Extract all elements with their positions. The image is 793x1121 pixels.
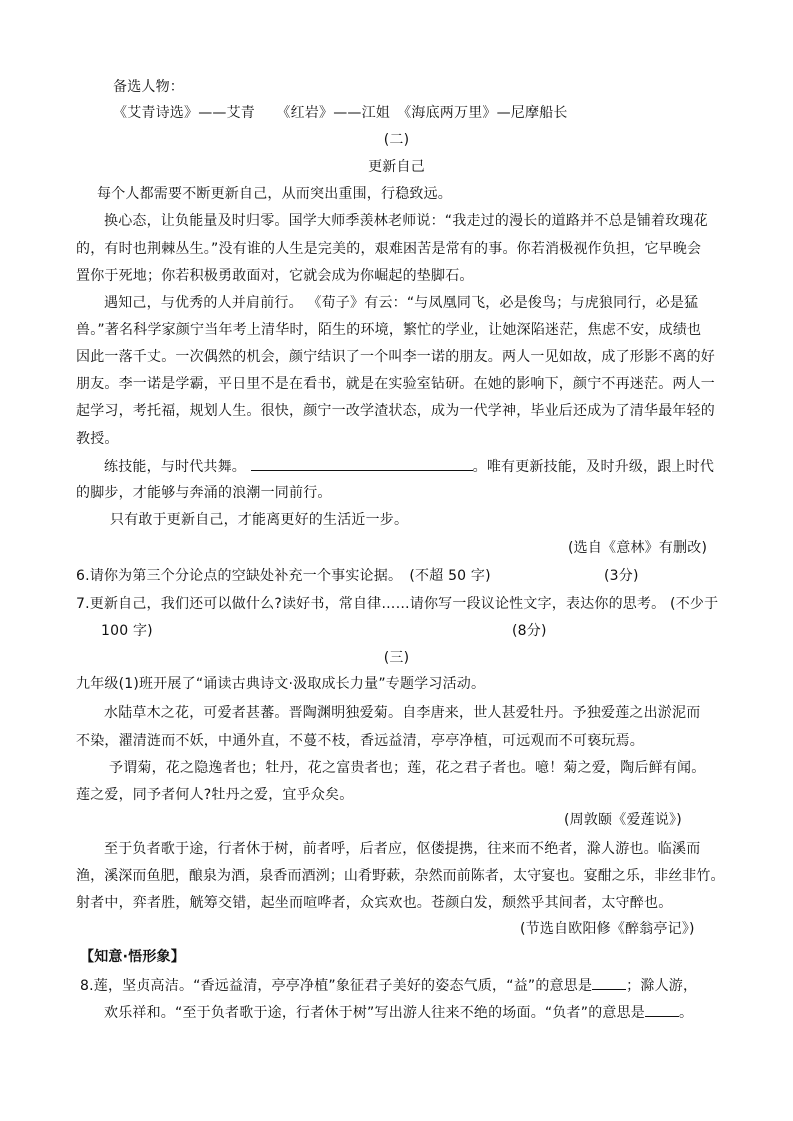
classical-text-line: 至于负者歌于途，行者休于树，前者呼，后者应，伛偻提携，往来而不绝者，滁人游也。临溪而 bbox=[104, 841, 701, 857]
question-7-cont: 100 字) bbox=[101, 623, 153, 639]
section-number-2: (二) bbox=[383, 132, 410, 148]
paragraph-line: 置你于死地；你若积极勇敢面对，它就会成为你崛起的垫脚石。 bbox=[76, 268, 474, 284]
question-8-line bbox=[104, 1002, 693, 1023]
section-heading: 【知意·悟形象】 bbox=[80, 949, 185, 965]
section-number-3: (三) bbox=[383, 650, 410, 666]
paragraph-line: 朋友。李一诺是学霸，平日里不是在看书，就是在实验室钻研。在她的影响下，颜宁不再迷茫。两人一 bbox=[76, 376, 715, 392]
question-8-line bbox=[80, 975, 697, 996]
article-source: (选自《意林》有删改) bbox=[568, 540, 708, 556]
classical-source: (周敦颐《爱莲说》) bbox=[564, 812, 682, 828]
answer-blank[interactable] bbox=[645, 1002, 679, 1017]
classical-text-line: 渔，溪深而鱼肥，酿泉为酒，泉香而酒洌；山肴野蔌，杂然而前陈者，太守宴也。宴酣之乐，非丝非竹。 bbox=[76, 868, 725, 884]
classical-text-line: 射者中，弈者胜，觥筹交错，起坐而喧哗者，众宾欢也。苍颜白发，颓然乎其间者，太守醉也。 bbox=[76, 895, 673, 911]
question-7: 7.更新自己，我们还可以做什么?读好书，常自律……请你写一段议论性文字，表达你的思考。 (不少于 bbox=[76, 596, 719, 612]
classical-text-line: 不染，濯清涟而不妖，中通外直，不蔓不枝，香远益清，亭亭净植，可远观而不可亵玩焉。 bbox=[76, 733, 644, 749]
paragraph-line: 起学习，考托福，规划人生。很快，颜宁一改学渣状态，成为一代学神，毕业后还成为了清华最年轻的 bbox=[76, 403, 715, 419]
question-8-text: 。 bbox=[679, 1005, 694, 1021]
answer-blank[interactable] bbox=[251, 456, 473, 471]
paragraph-text: 。唯有更新技能，及时升级，跟上时代 bbox=[472, 459, 715, 475]
classical-source: (节选自欧阳修《醉翁亭记》) bbox=[520, 921, 695, 937]
paragraph-line: 的脚步，才能够与奔涌的浪潮一同前行。 bbox=[76, 485, 332, 501]
classical-text-line: 莲之爱，同予者何人?牡丹之爱，宜乎众矣。 bbox=[76, 787, 354, 803]
question-8-text: 8.莲，坚贞高洁。“香远益清，亭亭净植”象征君子美好的姿态气质，“益”的意思是 bbox=[80, 978, 593, 994]
activity-intro: 九年级(1)班开展了“诵读古典诗文·汲取成长力量”专题学习活动。 bbox=[76, 676, 486, 692]
paragraph-line: 换心态，让负能量及时归零。国学大师季羡林老师说：“我走过的漫长的道路并不总是铺着玫瑰花 bbox=[104, 213, 708, 229]
paragraph-line bbox=[104, 456, 714, 477]
paragraph-line: 遇知己，与优秀的人并肩前行。 《荀子》有云：“与凤凰同飞，必是俊鸟；与虎狼同行，必是猛 bbox=[104, 295, 699, 311]
question-7-score: (8分) bbox=[512, 623, 547, 639]
paragraph-text: 练技能，与时代共舞。 bbox=[104, 459, 246, 475]
question-8-text: 欢乐祥和。“至于负者歌于途，行者休于树”写出游人往来不绝的场面。“负者”的意思是 bbox=[104, 1005, 646, 1021]
question-8-text: ；滁人游， bbox=[626, 978, 698, 994]
article-title: 更新自己 bbox=[368, 159, 425, 175]
paragraph-line: 因此一落千丈。一次偶然的机会，颜宁结识了一个叫李一诺的朋友。两人一见如故，成了形影不离的好 bbox=[76, 349, 715, 365]
article-conclusion: 只有敢于更新自己，才能离更好的生活近一步。 bbox=[110, 512, 409, 528]
candidates-list: 《艾青诗选》——艾青 《红岩》——江姐 《海底两万里》—尼摩船长 bbox=[113, 105, 568, 121]
paragraph-line: 兽。”著名科学家颜宁当年考上清华时，陌生的环境，繁忙的学业，让她深陷迷茫，焦虑不安，成绩也 bbox=[76, 322, 702, 338]
answer-blank[interactable] bbox=[592, 975, 626, 990]
paragraph-line: 的，有时也荆棘丛生。”没有谁的人生是完美的，艰难困苦是常有的事。你若消极视作负担，它早晚会 bbox=[76, 241, 702, 257]
classical-text-line: 水陆草木之花，可爱者甚蕃。晋陶渊明独爱菊。自李唐来，世人甚爱牡丹。予独爱莲之出淤泥而 bbox=[104, 705, 701, 721]
question-6: 6.请你为第三个分论点的空缺处补充一个事实论据。 (不超 50 字) bbox=[76, 568, 491, 584]
article-intro: 每个人都需要不断更新自己，从而突出重围，行稳致远。 bbox=[97, 186, 452, 202]
question-6-score: (3分) bbox=[604, 568, 639, 584]
classical-text-line: 予谓菊，花之隐逸者也；牡丹，花之富贵者也；莲，花之君子者也。噫！菊之爱，陶后鲜有闻。 bbox=[109, 760, 706, 776]
candidates-label: 备选人物： bbox=[113, 79, 184, 95]
paragraph-line: 教授。 bbox=[76, 431, 119, 447]
